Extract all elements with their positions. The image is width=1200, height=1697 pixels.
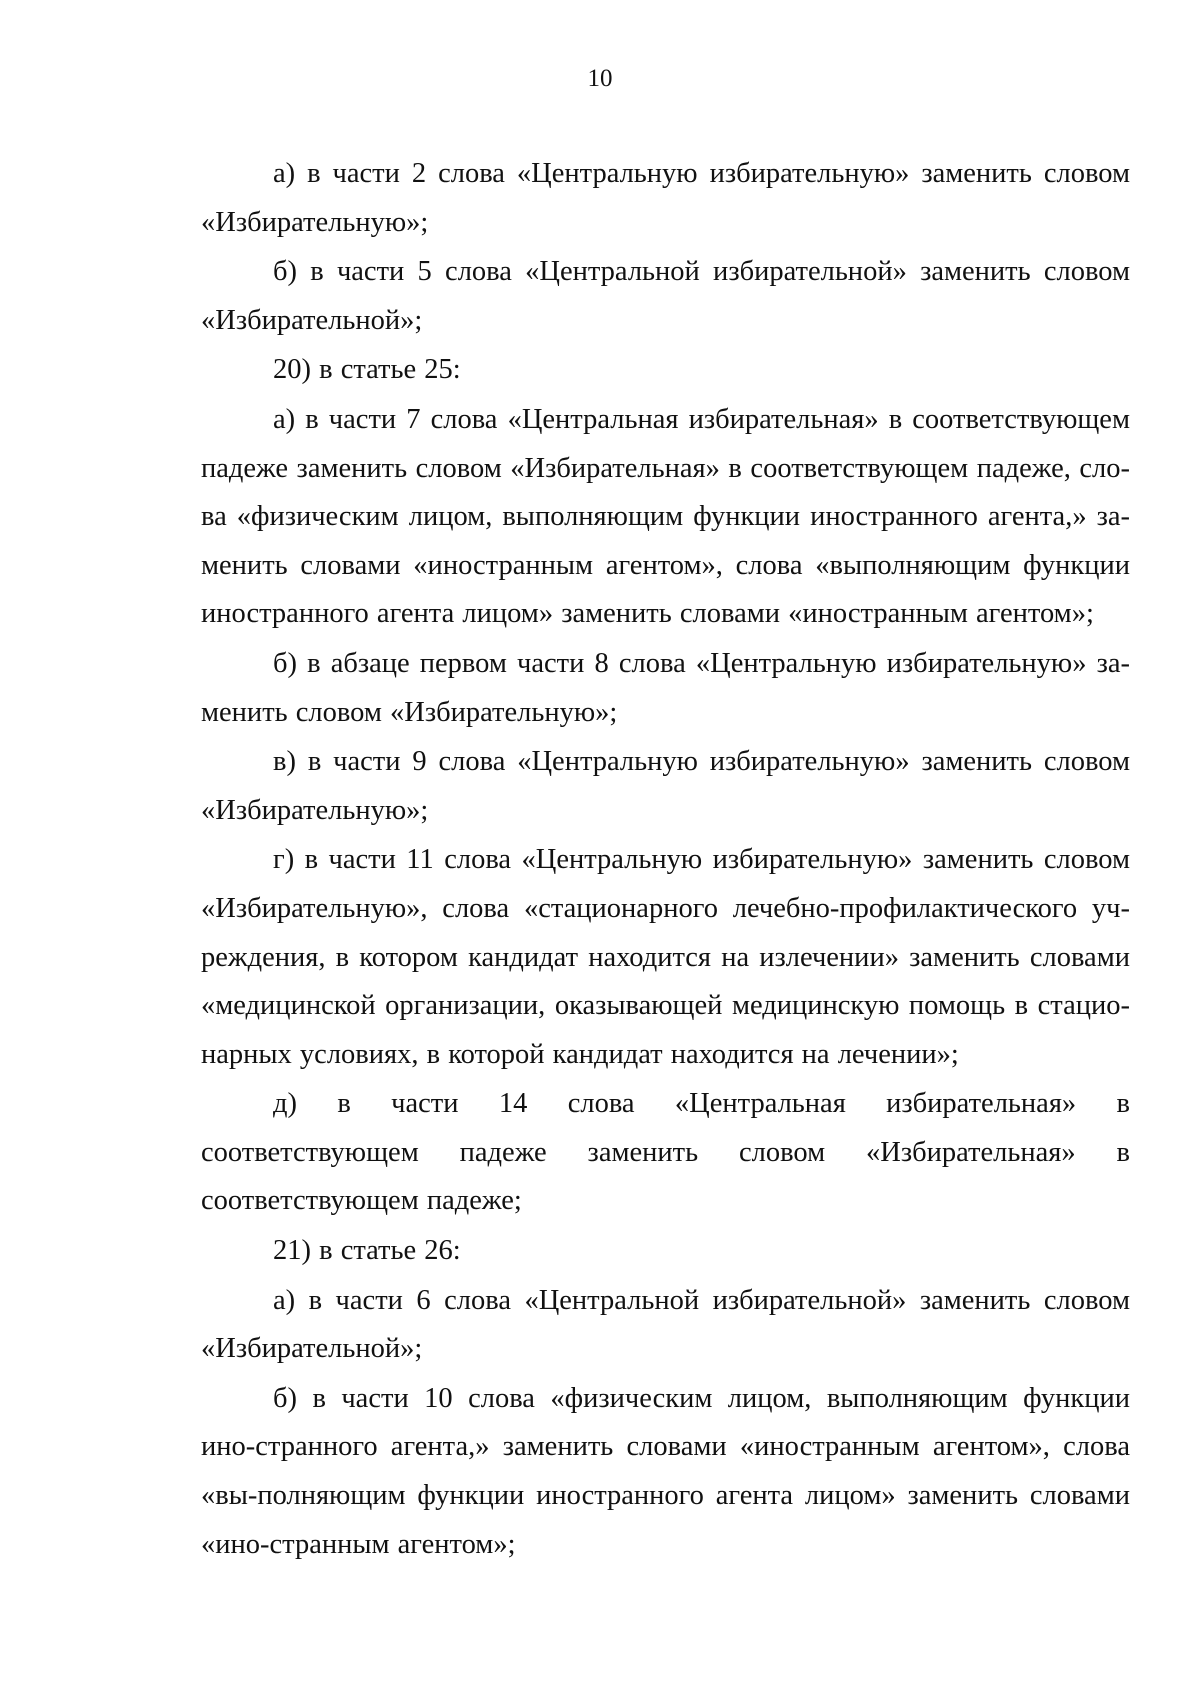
page-number: 10 (587, 65, 613, 92)
paragraph-26a: а) в части 6 слова «Центральной избирательной» заменить словом «Избирательной»; (201, 1284, 1130, 1365)
paragraph-25v: в) в части 9 слова «Центральную избирательную» заменить словом «Избирательную»; (201, 746, 1130, 826)
paragraph-26b: б) в части 10 слова «физическим лицом, выполняющим функции ино-странного агента,» заменить словами «иностранным агентом», слова «вы-полняющим функции иностранного агента лицом» заменить словами «ино-странным агентом»; (201, 1382, 1130, 1560)
paragraph-20b: б) в части 5 слова «Центральной избирательной» заменить словом «Избирательной»; (201, 256, 1130, 336)
item-21-heading: 21) в статье 26: (273, 1235, 461, 1267)
paragraph-25d: д) в части 14 слова «Центральная избирательная» в соответствующем падеже заменить словом «Избирательная» в соответствующем падеже; (201, 1088, 1130, 1217)
paragraph-25b: б) в абзаце первом части 8 слова «Центральную избирательную» за-менить словом «Избирательную»; (201, 647, 1130, 728)
paragraph-20a: а) в части 2 слова «Центральную избирательную» заменить словом «Избирательную»; (201, 158, 1130, 238)
paragraph-25a: а) в части 7 слова «Центральная избирательная» в соответствующем падеже заменить словом «Избирательная» в соответствующем падеже, сло-ва «физическим лицом, выполняющим функции иностранного агента,» за-менить словами «иностранным агентом», слова «выполняющим функции иностранного агента лицом» заменить словами «иностранным агентом»; (201, 403, 1130, 630)
document-body (201, 150, 1130, 1570)
paragraph-25g: г) в части 11 слова «Центральную избирательную» заменить словом «Избирательную», слова «стационарного лечебно-профилактического уч-реждения, в котором кандидат находится на излечении» заменить словами «медицинской организации, оказывающей медицинскую помощь в стацио-нарных условиях, в которой кандидат находится на лечении»; (201, 844, 1130, 1070)
item-20-heading: 20) в статье 25: (273, 354, 461, 386)
